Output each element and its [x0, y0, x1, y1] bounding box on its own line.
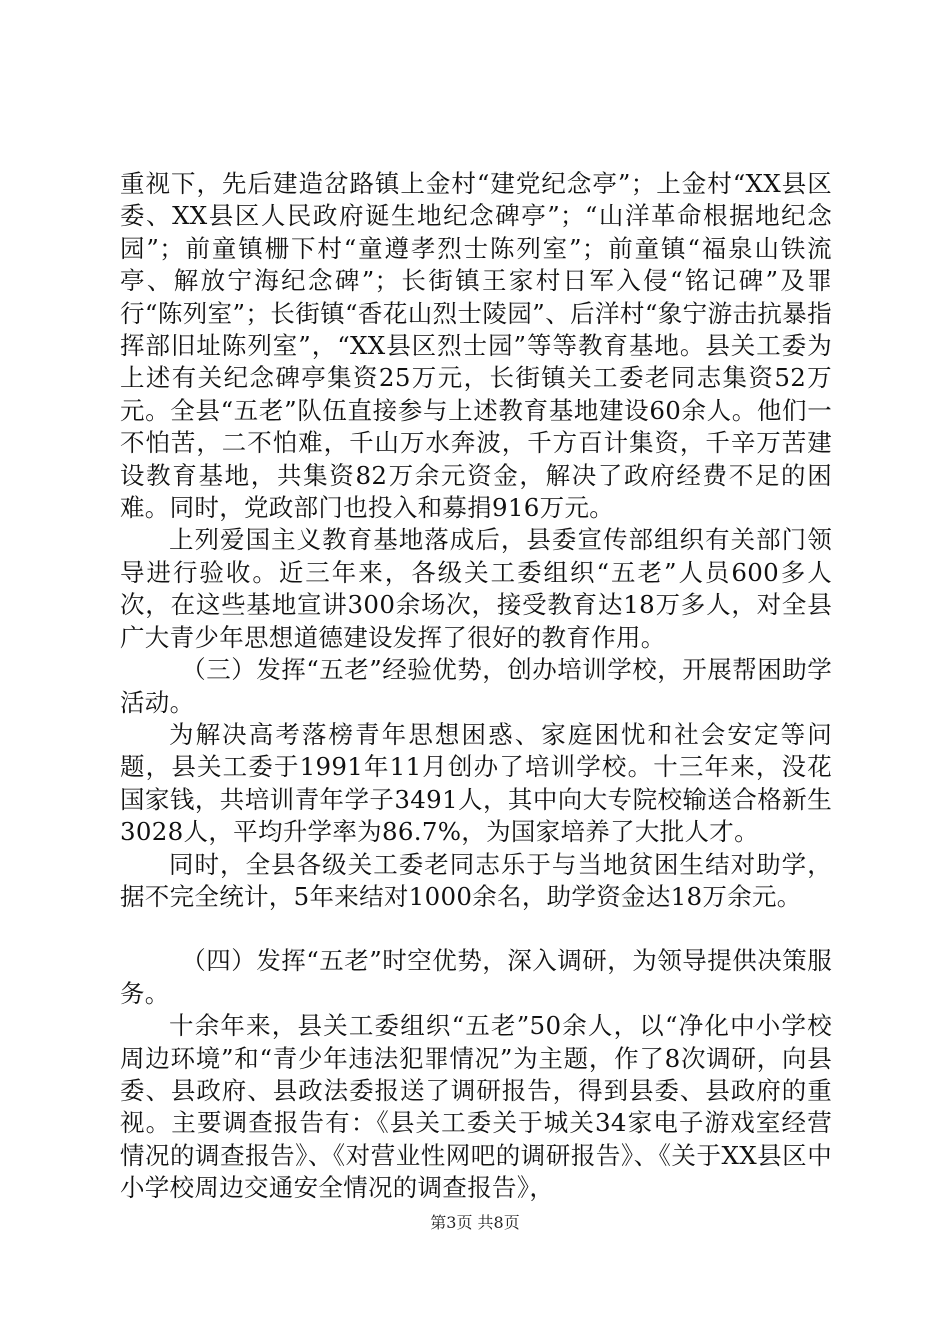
paragraph-training-school: 为解决高考落榜青年思想困惑、家庭困忧和社会安定等问题，县关工委于1991年11月创办了培训学校。十三年来，没花国家钱，共培训青年学子3491人，其中向大专院校输送合格新生3028人，平均升学率为86.7%，为国家培养了大批人才。	[120, 719, 832, 847]
paragraph-research: 十余年来，县关工委组织“五老”50余人，以“净化中小学校周边环境”和“青少年违法犯罪情况”为主题，作了8次调研，向县委、县政府、县政法委报送了调研报告，得到县委、县政府的重视。主要调查报告有：《县关工委关于城关34家电子游戏室经营情况的调查报告》、《对营业性网吧的调研报告》、《关于XX县区中小学校周边交通安全情况的调查报告》，	[120, 1011, 832, 1203]
section-heading-three: （三）发挥“五老”经验优势，创办培训学校，开展帮困助学活动。	[120, 655, 832, 717]
paragraph-inspection: 上列爱国主义教育基地落成后，县委宣传部组织有关部门领导进行验收。近三年来，各级关工委组织“五老”人员600多人次，在这些基地宣讲300余场次，接受教育达18万多人，对全县广大青少年思想道德建设发挥了很好的教育作用。	[120, 525, 832, 652]
paragraph-continuation: 重视下，先后建造岔路镇上金村“建党纪念亭”；上金村“XX县区委、XX县区人民政府诞生地纪念碑亭”；“山洋革命根据地纪念园”；前童镇栅下村“童遵孝烈士陈列室”；前童镇“福泉山铁流亭、解放宁海纪念碑”；长街镇王家村日军入侵“铭记碑”及罪行“陈列室”；长街镇“香花山烈士陵园”、后洋村“象宁游击抗暴指挥部旧址陈列室”，“XX县区烈士园”等等教育基地。县关工委为上述有关纪念碑亭集资25万元，长街镇关工委老同志集资52万元。全县“五老”队伍直接参与上述教育基地建设60余人。他们一不怕苦，二不怕难，千山万水奔波，千方百计集资，千辛万苦建设教育基地，共集资82万余元资金，解决了政府经费不足的困难。同时，党政部门也投入和募捐916万元。	[120, 169, 832, 523]
page-number-footer: 第3页 共8页	[430, 1213, 520, 1232]
section-heading-four: （四）发挥“五老”时空优势，深入调研，为领导提供决策服务。	[120, 946, 832, 1008]
document-body	[120, 168, 832, 1205]
paragraph-student-aid: 同时，全县各级关工委老同志乐于与当地贫困生结对助学，据不完全统计，5年来结对1000余名，助学资金达18万余元。	[120, 849, 832, 911]
